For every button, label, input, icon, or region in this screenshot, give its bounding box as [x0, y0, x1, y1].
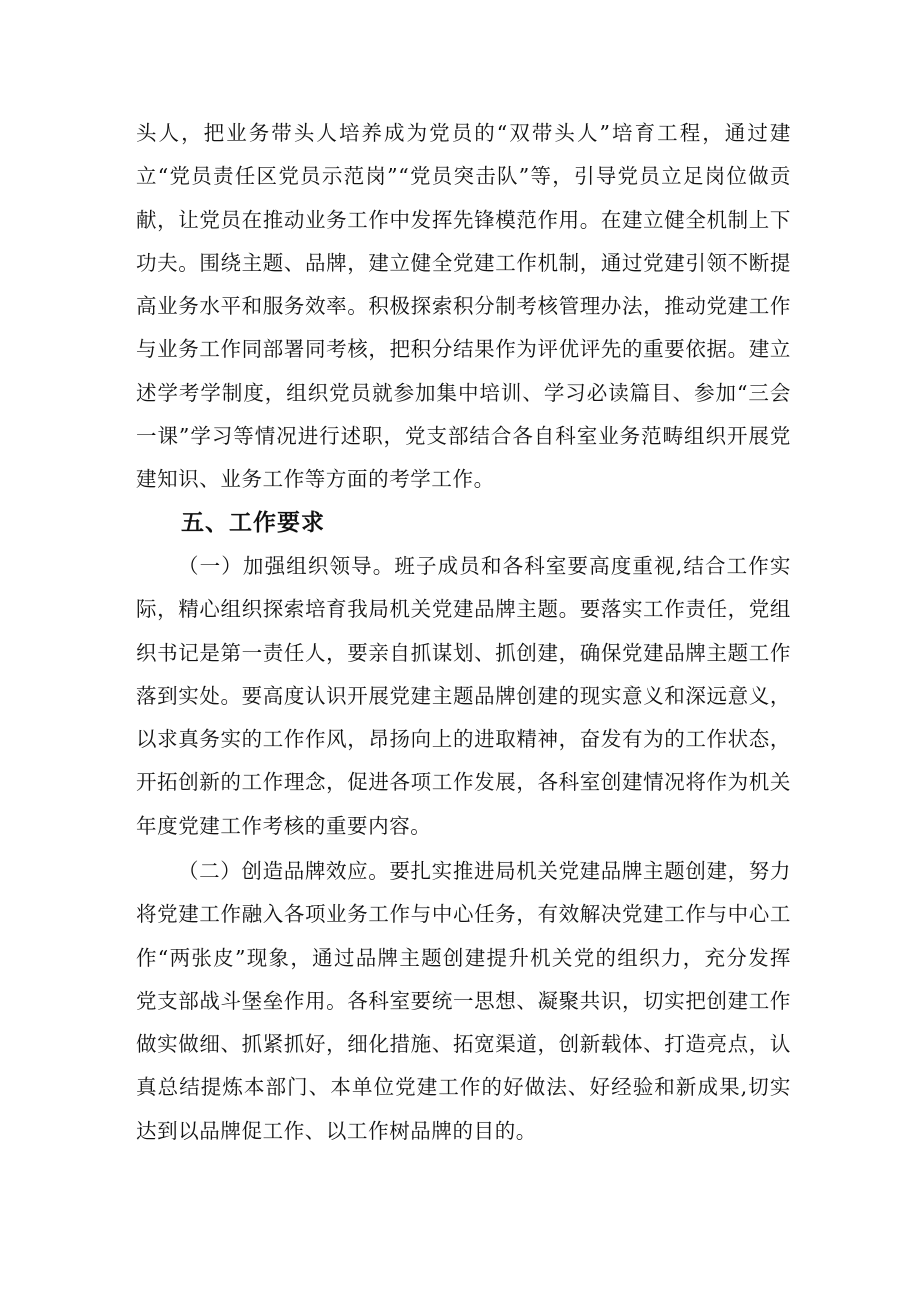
section-heading-work-requirements: 五、工作要求 — [181, 510, 325, 536]
paragraph-continuation: 头人，把业务带头人培养成为党员的“双带头人”培育工程，通过建立“党员责任区党员示范岗”“党员突击队”等，引导党员立足岗位做贡献，让党员在推动业务工作中发挥先锋模范作用。在建立健全机制上下功夫。围绕主题、品牌，建立健全党建工作机制，通过党建引领不断提高业务水平和服务效率。积极探索积分制考核管理办法，推动党建工作与业务工作同部署同考核，把积分结果作为评优评先的重要依据。建立述学考学制度，组织党员就参加集中培训、学习必读篇目、参加“三会一课”学习等情况进行述职，党支部结合各自科室业务范畴组织开展党建知识、业务工作等方面的考学工作。 — [136, 121, 791, 492]
paragraph-strengthen-leadership: （一）加强组织领导。班子成员和各科室要高度重视,结合工作实际，精心组织探索培育我局机关党建品牌主题。要落实工作责任，党组织书记是第一责任人，要亲自抓谋划、抓创建，确保党建品牌主题工作落到实处。要高度认识开展党建主题品牌创建的现实意义和深远意义，以求真务实的工作作风，昂扬向上的进取精神，奋发有为的工作状态，开拓创新的工作理念，促进各项工作发展，各科室创建情况将作为机关年度党建工作考核的重要内容。 — [136, 554, 791, 838]
paragraph-brand-effect: （二）创造品牌效应。要扎实推进局机关党建品牌主题创建，努力将党建工作融入各项业务工作与中心任务，有效解决党建工作与中心工作“两张皮”现象，通过品牌主题创建提升机关党的组织力，充分发挥党支部战斗堡垒作用。各科室要统一思想、凝聚共识，切实把创建工作做实做细、抓紧抓好，细化措施、拓宽渠道，创新载体、打造亮点，认真总结提炼本部门、本单位党建工作的好做法、好经验和新成果,切实达到以品牌促工作、以工作树品牌的目的。 — [136, 859, 791, 1143]
